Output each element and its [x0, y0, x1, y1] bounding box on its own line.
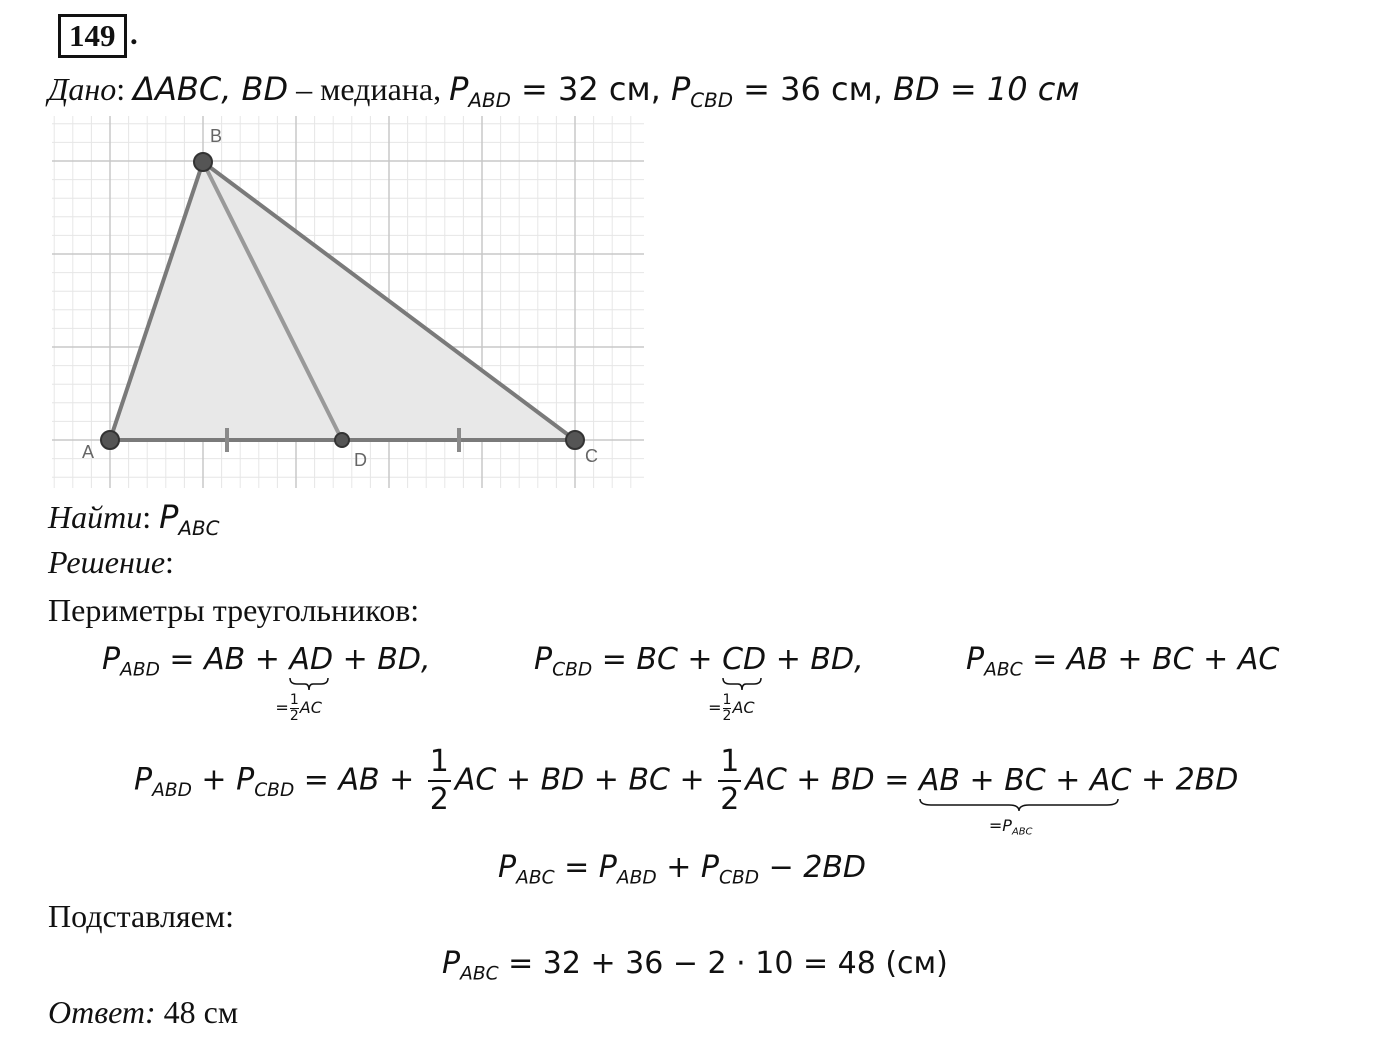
- label-b: B: [210, 126, 223, 146]
- eq-result: $P_{ABC} = 32 + 36 - 2 \cdot 10 = 48$ (см): [442, 946, 948, 985]
- eq-pabc-sum: $P_{ABC}$ = AB + BC + AC: [966, 642, 1280, 681]
- given-median-text: – медиана,: [288, 71, 450, 107]
- given-label: Дано: [48, 71, 117, 107]
- label-d: D: [354, 450, 367, 470]
- given-pabd-value: = 32 см,: [510, 70, 671, 108]
- given-pcbd-value: = 36 см,: [732, 70, 894, 108]
- find-target: $P_{ABC}$: [159, 498, 220, 540]
- fraction-half-1: $\frac{1}{2}$: [429, 744, 449, 817]
- eq-pcbd: $P_{CBD}$ = BC + CD = $\frac{1}{2}$ AC + BD,: [534, 642, 864, 724]
- point-c: [566, 431, 584, 449]
- problem-number-dot: .: [130, 16, 138, 51]
- label-a: A: [82, 442, 95, 462]
- eq-sum-perimeters: $P_{ABD} + P_{CBD}$ = AB + $\frac{1}{2}$ AC + BD + BC + $\frac{1}{2}$ AC + BD = AB + BC + AC $=P_{ABC}$ + 2BD: [134, 744, 1239, 837]
- brace-perimeter: AB + BC + AC $=P_{ABC}$: [918, 762, 1132, 837]
- eq-pabd: $P_{ABD}$ = AB + AD = $\frac{1}{2}$ AC + BD,: [102, 642, 431, 724]
- brace-ad: AD = $\frac{1}{2}$ AC: [275, 642, 334, 724]
- label-c: C: [585, 446, 598, 466]
- substitute-text: Подставляем:: [48, 898, 234, 934]
- brace-cd: CD = $\frac{1}{2}$ AC: [708, 642, 767, 724]
- problem-number: 149: [58, 14, 127, 58]
- point-b: [194, 153, 212, 171]
- answer-value: 48 см: [155, 994, 239, 1030]
- point-d: [335, 433, 349, 447]
- find-line: Найти: $P_{ABC}$: [48, 498, 220, 540]
- note-ad: = $\frac{1}{2}$ AC: [275, 692, 322, 724]
- perimeters-text: Периметры треугольников:: [48, 592, 420, 628]
- solution-label: Решение: [48, 544, 166, 580]
- note-cd: = $\frac{1}{2}$ AC: [708, 692, 755, 724]
- triangle-fill: [110, 162, 575, 440]
- find-label: Найти: [48, 499, 143, 535]
- point-a: [101, 431, 119, 449]
- given-triangle: ΔABC, BD: [133, 70, 289, 108]
- solution-line: Решение:: [48, 544, 174, 580]
- answer-line: [48, 994, 238, 1031]
- given-bd-value: BD = 10 см: [893, 70, 1080, 108]
- triangle-figure: [52, 116, 644, 488]
- given-line: Дано: ΔABC, BD – медиана, $P_{ABD} = 32$ см, $P_{CBD} = 36$ см, BD = 10 см: [48, 70, 1080, 112]
- answer-label: Ответ:: [48, 994, 156, 1030]
- fraction-half-2: $\frac{1}{2}$: [720, 744, 740, 817]
- eq-pabc-formula: $P_{ABC} = P_{ABD} + P_{CBD} - 2BD$: [498, 850, 867, 889]
- note-perimeter: $=P_{ABC}$: [988, 815, 1033, 837]
